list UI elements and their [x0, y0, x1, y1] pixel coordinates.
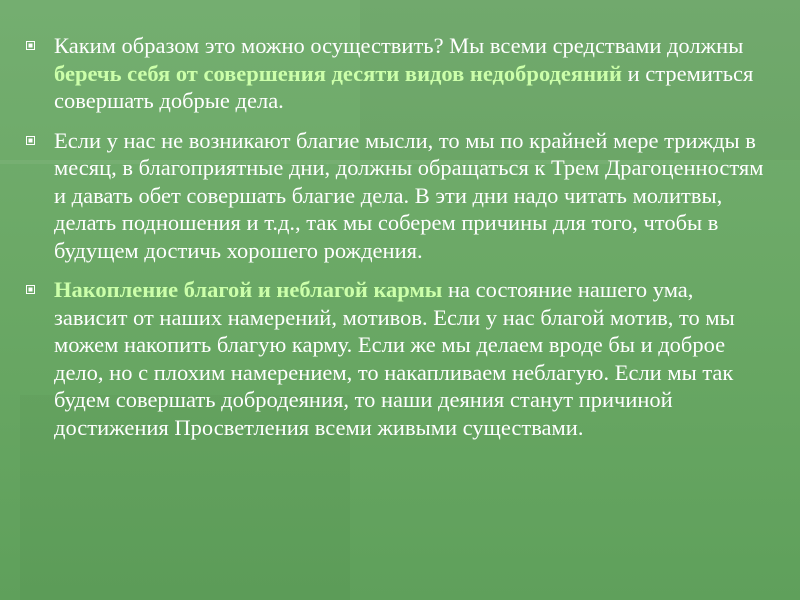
- highlighted-text: Накопление благой и неблагой кармы: [54, 277, 443, 302]
- bullet-item-2: [26, 127, 766, 265]
- square-bullet-icon: [26, 41, 35, 50]
- bullet-item-3: [26, 276, 766, 441]
- bullet-text: [54, 128, 764, 263]
- bullet-item-1: [26, 32, 766, 115]
- text-segment: Если у нас не возникают благие мысли, то мы по крайней мере трижды в месяц, в благоприятные дни, должны обращаться к Трем Драгоценностям и давать обет совершать благие дела. В эти дни надо читать молитвы, делать подношения и т.д., так мы соберем причины для того, чтобы в будущем достичь хорошего рождения.: [54, 127, 764, 263]
- slide-content: [26, 32, 766, 453]
- square-bullet-icon: [26, 136, 35, 145]
- bullet-text: [54, 33, 753, 113]
- text-segment: на состояние нашего ума, зависит от наших намерений, мотивов. Если у нас благой мотив, то мы можем накопить благую карму. Если же мы делаем вроде бы и доброе дело, но с плохим намерением, то накапливаем неблагую. Если мы так будем совершать добродеяния, то наши деяния станут причиной достижения Просветления всеми живыми существами.: [54, 277, 735, 440]
- bullet-text: [54, 277, 735, 440]
- bullet-list: [26, 32, 766, 441]
- text-segment: Каким образом это можно осуществить? Мы всеми средствами должны: [54, 33, 744, 58]
- square-bullet-icon: [26, 285, 35, 294]
- highlighted-text: беречь себя от совершения десяти видов недобродеяний: [54, 60, 622, 86]
- text-segment: и стремиться совершать добрые дела.: [54, 60, 754, 113]
